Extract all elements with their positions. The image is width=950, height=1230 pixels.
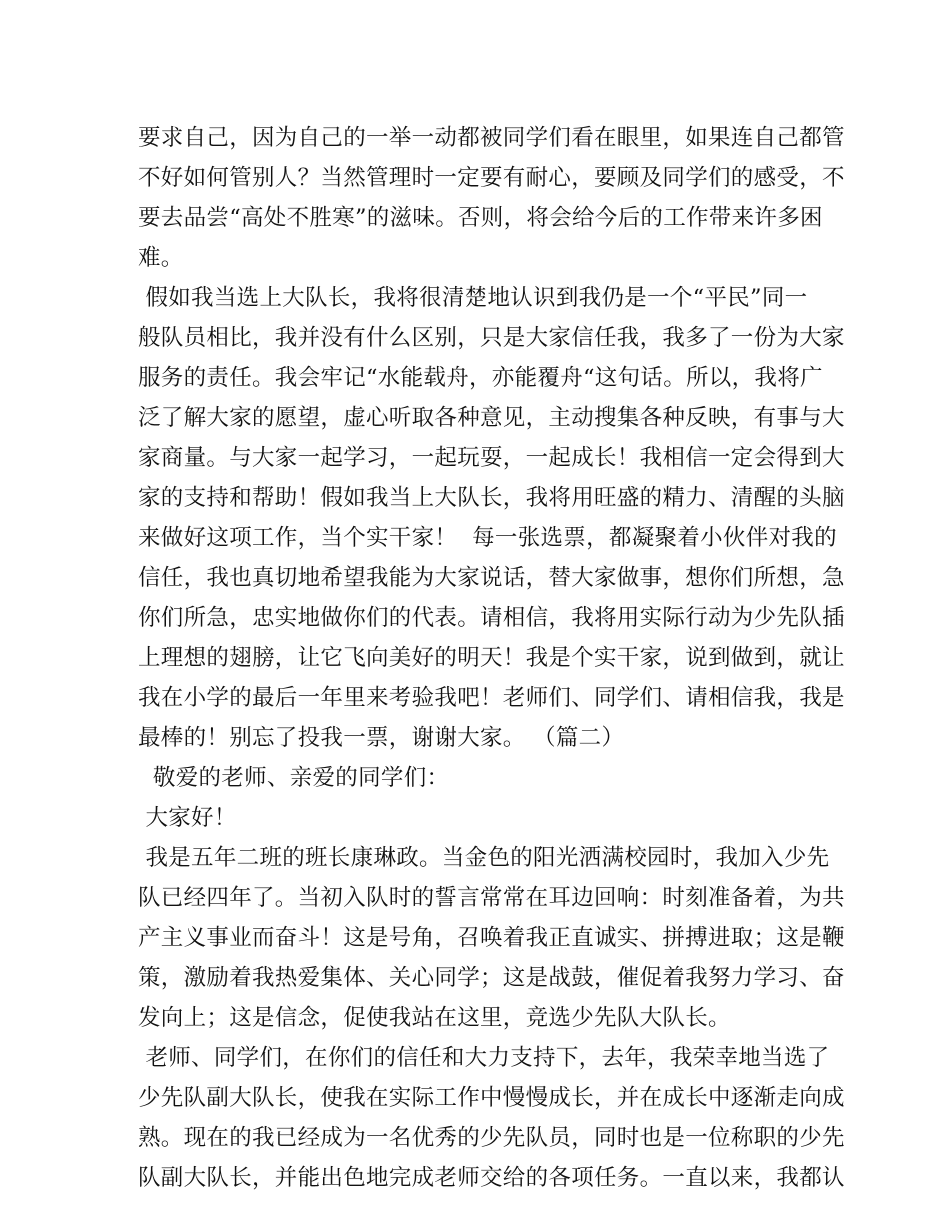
text-line: 敬爱的老师、亲爱的同学们： xyxy=(138,765,450,791)
text-line: 发向上；这是信念，促使我站在这里，竞选少先队大队长。 xyxy=(138,1005,731,1031)
text-line: 老师、同学们，在你们的信任和大力支持下，去年，我荣幸地当选了 xyxy=(138,1045,830,1071)
text-line: 我在小学的最后一年里来考验我吧！老师们、同学们、请相信我，我是 xyxy=(138,685,845,711)
text-line: 大家好！ xyxy=(138,805,237,831)
text-line: 家商量。与大家一起学习，一起玩耍，一起成长！我相信一定会得到大 xyxy=(138,445,845,471)
text-line: 熟。现在的我已经成为一名优秀的少先队员，同时也是一位称职的少先 xyxy=(138,1125,845,1151)
text-line: 信任，我也真切地希望我能为大家说话，替大家做事，想你们所想，急 xyxy=(138,565,845,591)
text-line: 策，激励着我热爱集体、关心同学；这是战鼓，催促着我努力学习、奋 xyxy=(138,965,845,991)
text-line: 难。 xyxy=(138,245,184,271)
text-line: 少先队副大队长，使我在实际工作中慢慢成长，并在成长中逐渐走向成 xyxy=(138,1085,845,1111)
text-line: 要去品尝“高处不胜寒”的滋味。否则，将会给今后的工作带来许多困 xyxy=(138,205,823,231)
text-line: 要求自己，因为自己的一举一动都被同学们看在眼里，如果连自己都管 xyxy=(138,125,845,151)
text-line: 不好如何管别人？当然管理时一定要有耐心，要顾及同学们的感受，不 xyxy=(138,165,845,191)
text-line: 队已经四年了。当初入队时的誓言常常在耳边回响：时刻准备着，为共 xyxy=(138,885,845,911)
text-line: 泛了解大家的愿望，虚心听取各种意见，主动搜集各种反映，有事与大 xyxy=(138,405,845,431)
text-line: 般队员相比，我并没有什么区别，只是大家信任我，我多了一份为大家 xyxy=(138,325,845,351)
text-line: 产主义事业而奋斗！这是号角，召唤着我正直诚实、拼搏进取；这是鞭 xyxy=(138,925,845,951)
text-line: 假如我当选上大队长，我将很清楚地认识到我仍是一个“平民”同一 xyxy=(138,285,808,311)
text-line: 来做好这项工作，当个实干家！ 每一张选票，都凝聚着小伙伴对我的 xyxy=(138,525,837,551)
text-line: 家的支持和帮助！假如我当上大队长，我将用旺盛的精力、清醒的头脑 xyxy=(138,485,845,511)
text-line: 我是五年二班的班长康琳政。当金色的阳光洒满校园时，我加入少先 xyxy=(138,845,830,871)
text-line: 最棒的！别忘了投我一票，谢谢大家。 （篇二） xyxy=(138,725,625,751)
text-line: 你们所急，忠实地做你们的代表。请相信，我将用实际行动为少先队插 xyxy=(138,605,845,631)
text-line: 队副大队长，并能出色地完成老师交给的各项任务。一直以来，我都认 xyxy=(138,1165,845,1191)
text-line: 服务的责任。我会牢记“水能载舟，亦能覆舟“这句话。所以，我将广 xyxy=(138,365,823,391)
text-line: 上理想的翅膀，让它飞向美好的明天！我是个实干家，说到做到，就让 xyxy=(138,645,845,671)
